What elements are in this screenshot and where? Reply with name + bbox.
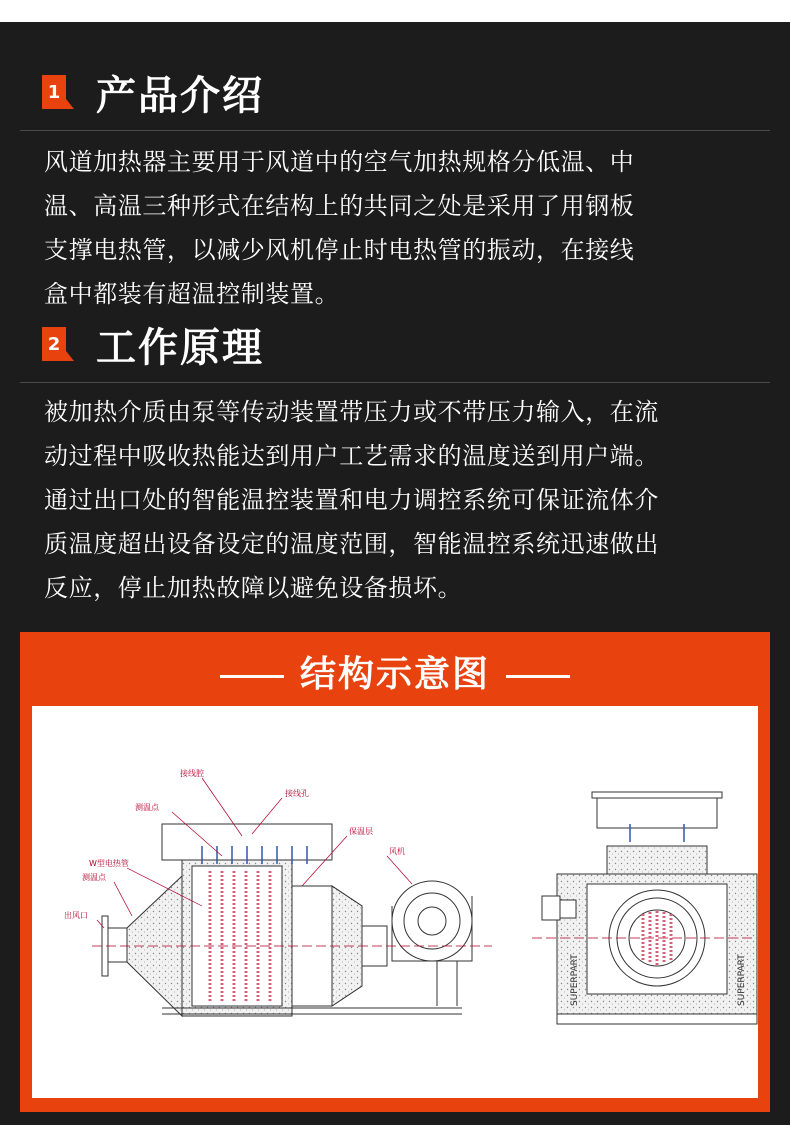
text-line: 被加热介质由泵等传动装置带压力或不带压力输入，在流: [44, 398, 659, 426]
heater-diagram-svg: [32, 706, 758, 1098]
text-line: 通过出口处的智能温控装置和电力调控系统可保证流体介: [44, 486, 659, 514]
diagram-image: [32, 706, 758, 1098]
working-principle-text: [44, 390, 750, 610]
section-title: 产品介绍: [96, 72, 264, 119]
text-line: 反应，停止加热故障以避免设备损坏。: [44, 574, 463, 602]
label-fan: 风机: [389, 847, 405, 856]
label-temp-point-left: 测温点: [82, 873, 106, 882]
label-temp-point-top: 测温点: [135, 803, 159, 812]
label-insulation: 保温层: [349, 827, 373, 836]
section-title: 工作原理: [96, 324, 264, 371]
label-outlet: 出风口: [64, 911, 88, 920]
section-divider: [20, 130, 770, 131]
front-view: [532, 792, 757, 1024]
text-line: 动过程中吸收热能达到用户工艺需求的温度送到用户端。: [44, 442, 659, 470]
section-header-working-principle: [42, 314, 264, 374]
text-line: 盒中都装有超温控制装置。: [44, 280, 340, 308]
section-number-badge: 2: [42, 327, 66, 361]
product-intro-text: [44, 140, 750, 316]
section-divider: [20, 382, 770, 383]
title-dash-right: [506, 675, 570, 678]
top-white-bar: [0, 0, 790, 22]
section-header-product-intro: [42, 62, 264, 122]
section-number-badge: 1: [42, 75, 66, 109]
brand-text-left: SUPERPART: [570, 954, 580, 1006]
label-wire-hole: 接线孔: [285, 789, 309, 798]
label-junction-box: 接线腔: [180, 769, 204, 778]
text-line: 温、高温三种形式在结构上的共同之处是采用了用钢板: [44, 192, 635, 220]
panel-title-text: 结构示意图: [299, 654, 490, 695]
text-line: 质温度超出设备设定的温度范围，智能温控系统迅速做出: [44, 530, 659, 558]
text-line: 风道加热器主要用于风道中的空气加热规格分低温、中: [44, 148, 635, 176]
structure-diagram-panel: [20, 632, 770, 1112]
text-line: 支撑电热管，以减少风机停止时电热管的振动，在接线: [44, 236, 635, 264]
label-heating-tube: W型电热管: [89, 859, 129, 868]
panel-title: [20, 646, 770, 697]
title-dash-left: [220, 675, 284, 678]
brand-text-right: SUPERPART: [737, 954, 747, 1006]
